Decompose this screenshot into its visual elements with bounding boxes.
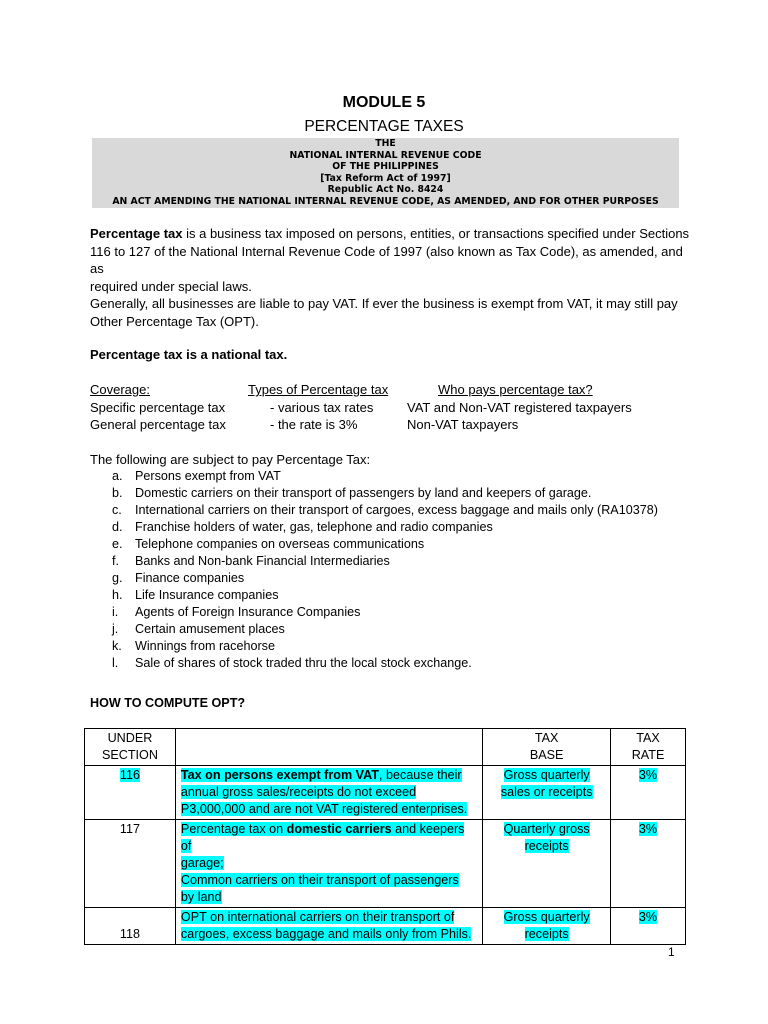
vat-paragraph: [90, 295, 690, 330]
base-cell: Gross quarterly receipts: [483, 908, 611, 945]
subject-intro: The following are subject to pay Percentage Tax:: [90, 452, 371, 467]
coverage-cell: - various tax rates: [270, 400, 374, 415]
opt-table: [84, 728, 686, 945]
compute-heading: HOW TO COMPUTE OPT?: [90, 696, 246, 710]
base-cell: Gross quarterly sales or receipts: [483, 766, 611, 820]
rate-cell: 3%: [611, 820, 686, 908]
coverage-cell: General percentage tax: [90, 417, 226, 432]
module-subtitle: PERCENTAGE TAXES: [304, 118, 464, 135]
banner-line: NATIONAL INTERNAL REVENUE CODE: [289, 149, 482, 161]
header-cell-description: [175, 729, 482, 766]
banner-line: [Tax Reform Act of 1997]: [320, 172, 451, 184]
description-cell: Percentage tax on domestic carriers and keepers of garage; Common carriers on their transport of passengers by land: [175, 820, 482, 908]
paragraph-text: required under special laws.: [90, 278, 252, 294]
rate-cell: 3%: [611, 766, 686, 820]
coverage-header: Coverage:: [90, 382, 150, 397]
banner-line: THE: [375, 138, 396, 149]
header-cell-section: UNDER SECTION: [85, 729, 176, 766]
description-cell: Tax on persons exempt from VAT, because their annual gross sales/receipts do not exceed P3,000,000 and are not VAT registered enterprises.: [175, 766, 482, 820]
term-bold: Percentage tax: [90, 226, 183, 241]
banner-line: AN ACT AMENDING THE NATIONAL INTERNAL REVENUE CODE, AS AMENDED, AND FOR OTHER PURPOSES: [112, 195, 659, 207]
national-tax-statement: Percentage tax is a national tax.: [90, 347, 288, 362]
section-cell: 116: [85, 766, 176, 820]
paragraph-text: Generally, all businesses are liable to pay VAT. If ever the business is exempt from VAT, it may still pay: [90, 296, 678, 311]
table-header-row: [85, 729, 686, 766]
page-number: 1: [668, 945, 675, 959]
base-cell: Quarterly gross receipts: [483, 820, 611, 908]
rate-cell: 3%: [611, 908, 686, 945]
coverage-cell: Non-VAT taxpayers: [407, 417, 519, 432]
table-row: [85, 766, 686, 820]
law-banner: [92, 138, 679, 208]
coverage-cell: Specific percentage tax: [90, 400, 226, 415]
paragraph-text: 116 to 127 of the National Internal Revenue Code of 1997 (also known as Tax Code), as amended, and as: [90, 243, 683, 276]
banner-line: OF THE PHILIPPINES: [332, 161, 439, 173]
module-title: MODULE 5: [342, 94, 426, 111]
paragraph-text: is a business tax imposed on persons, entities, or transactions specified under Sections: [182, 226, 690, 241]
types-header: Types of Percentage tax: [248, 382, 389, 397]
coverage-cell: - the rate is 3%: [270, 417, 358, 432]
who-pays-header: Who pays percentage tax?: [438, 382, 593, 397]
description-cell: OPT on international carriers on their transport of cargoes, excess baggage and mails only from Phils.: [175, 908, 482, 945]
table-row: [85, 820, 686, 908]
header-cell-base: TAX BASE: [483, 729, 611, 766]
banner-line: Republic Act No. 8424: [327, 184, 444, 196]
paragraph-text: Other Percentage Tax (OPT).: [90, 313, 259, 329]
definition-paragraph: [90, 225, 690, 295]
table-row: [85, 908, 686, 945]
section-cell: 118: [85, 908, 176, 945]
coverage-cell: VAT and Non-VAT registered taxpayers: [407, 400, 632, 415]
section-cell: 117: [85, 820, 176, 908]
header-cell-rate: TAX RATE: [611, 729, 686, 766]
